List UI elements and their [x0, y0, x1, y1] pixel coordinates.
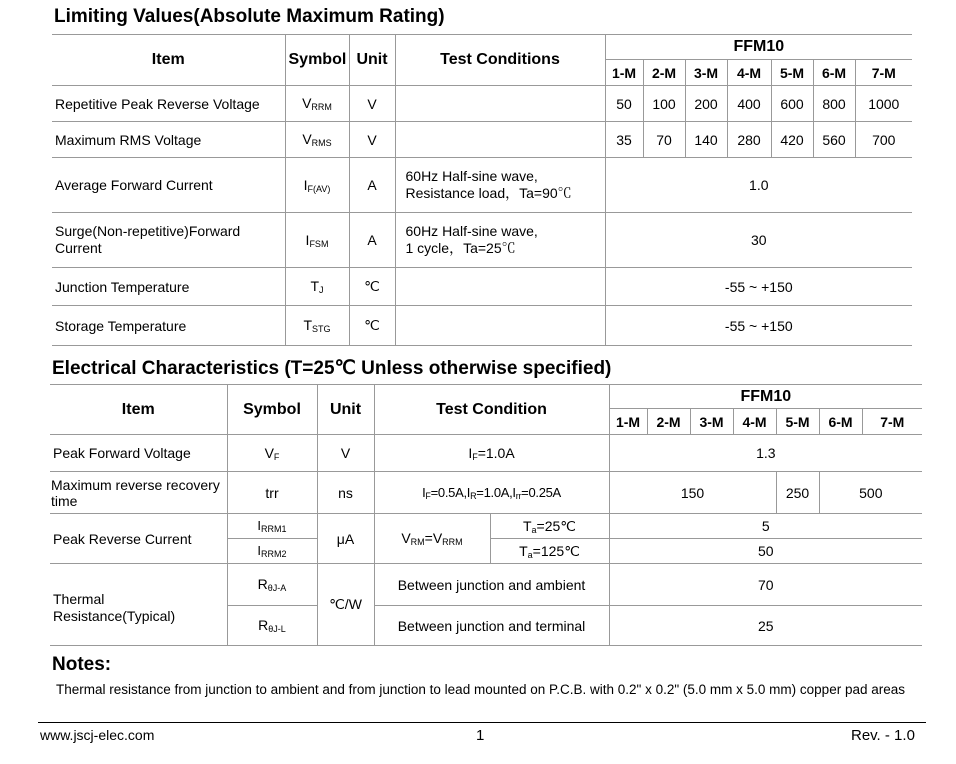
notes-text: Thermal resistance from junction to ambient and from junction to lead mounted on P.C.B. with 0.2" x 0.2" (5.0 mm x 5.0 mm) copper pad areas	[56, 682, 905, 697]
row-value: 150	[609, 472, 776, 514]
footer-divider	[38, 722, 926, 723]
row-symbol: $V_{RRM}$	[285, 86, 349, 122]
row-symbol: $I_{RRM2}$	[227, 539, 317, 564]
footer-revision: Rev. - 1.0	[851, 727, 915, 744]
row-value: 5	[609, 514, 922, 539]
row-symbol: $I_{FSM}$	[285, 213, 349, 268]
header-group-ffm10: FFM10	[605, 35, 912, 60]
table-row	[52, 158, 912, 213]
row-conditions: Between junction and terminal	[374, 606, 609, 646]
row-item: Storage Temperature	[52, 306, 285, 346]
row-unit: A	[349, 158, 395, 213]
header-symbol: Symbol	[227, 385, 317, 435]
table-row	[52, 122, 912, 158]
row-conditions	[395, 86, 605, 122]
row-value: 50	[605, 86, 643, 122]
grade-header: 4-M	[727, 60, 771, 86]
row-item: Maximum reverse recovery time	[50, 472, 227, 514]
row-value: 500	[819, 472, 922, 514]
row-unit: μA	[317, 514, 374, 564]
row-conditions: $I_F=1.0A$	[374, 435, 609, 472]
row-item: Surge(Non-repetitive)Forward Current	[52, 213, 285, 268]
row-value: -55 ~ +150	[605, 306, 912, 346]
header-unit: Unit	[317, 385, 374, 435]
grade-header: 7-M	[855, 60, 912, 86]
row-value: 70	[609, 564, 922, 606]
row-unit: V	[349, 122, 395, 158]
grade-header: 3-M	[690, 409, 733, 435]
row-value: 1000	[855, 86, 912, 122]
grade-header: 2-M	[643, 60, 685, 86]
table-row	[52, 86, 912, 122]
row-unit: V	[349, 86, 395, 122]
header-test-conditions: Test Conditions	[395, 35, 605, 86]
row-value: 35	[605, 122, 643, 158]
table-row	[50, 472, 922, 514]
limiting-values-title: Limiting Values(Absolute Maximum Rating)	[54, 6, 445, 27]
row-symbol: $V_F$	[227, 435, 317, 472]
row-symbol: $I_{RRM1}$	[227, 514, 317, 539]
row-value: 50	[609, 539, 922, 564]
row-value: 420	[771, 122, 813, 158]
footer-page-number: 1	[476, 727, 485, 744]
grade-header: 4-M	[733, 409, 776, 435]
row-item: Peak Reverse Current	[50, 514, 227, 564]
row-value: 700	[855, 122, 912, 158]
grade-header: 6-M	[819, 409, 862, 435]
row-symbol: $T_{STG}$	[285, 306, 349, 346]
header-item: Item	[50, 385, 227, 435]
row-conditions: 60Hz Half-sine wave, Resistance load，Ta=90℃	[395, 158, 605, 213]
row-conditions-temp: $T_a=25℃$	[490, 514, 609, 539]
electrical-characteristics-title: Electrical Characteristics (T=25℃ Unless otherwise specified)	[52, 358, 612, 379]
row-item: Repetitive Peak Reverse Voltage	[52, 86, 285, 122]
row-item: Thermal Resistance(Typical)	[50, 564, 227, 646]
table-row	[52, 306, 912, 346]
header-group-ffm10: FFM10	[609, 385, 922, 409]
row-value: 140	[685, 122, 727, 158]
row-symbol: trr	[227, 472, 317, 514]
grade-header: 7-M	[862, 409, 922, 435]
row-conditions	[395, 306, 605, 346]
row-symbol: $T_J$	[285, 268, 349, 306]
grade-header: 2-M	[647, 409, 690, 435]
row-value: 200	[685, 86, 727, 122]
row-symbol: $R_{\theta J-L}$	[227, 606, 317, 646]
row-conditions-temp: $T_a=125℃$	[490, 539, 609, 564]
header-unit: Unit	[349, 35, 395, 86]
grade-header: 1-M	[605, 60, 643, 86]
row-symbol: $I_{F(AV)}$	[285, 158, 349, 213]
table-row	[50, 514, 922, 539]
table-row	[50, 435, 922, 472]
row-value: 1.0	[605, 158, 912, 213]
row-value: 1.3	[609, 435, 922, 472]
row-value: 100	[643, 86, 685, 122]
row-conditions: $V_{RM}=V_{RRM}$	[374, 514, 490, 564]
row-value: 560	[813, 122, 855, 158]
row-unit: A	[349, 213, 395, 268]
grade-header: 5-M	[771, 60, 813, 86]
row-item: Maximum RMS Voltage	[52, 122, 285, 158]
row-unit: ℃/W	[317, 564, 374, 646]
grade-header: 3-M	[685, 60, 727, 86]
row-value: 25	[609, 606, 922, 646]
row-value: -55 ~ +150	[605, 268, 912, 306]
row-value: 280	[727, 122, 771, 158]
row-value: 400	[727, 86, 771, 122]
row-item: Average Forward Current	[52, 158, 285, 213]
row-conditions: Between junction and ambient	[374, 564, 609, 606]
header-item: Item	[52, 35, 285, 86]
header-symbol: Symbol	[285, 35, 349, 86]
row-item: Peak Forward Voltage	[50, 435, 227, 472]
notes-title: Notes:	[52, 654, 112, 675]
row-unit: ℃	[349, 268, 395, 306]
row-unit: ns	[317, 472, 374, 514]
row-value: 30	[605, 213, 912, 268]
row-unit: ℃	[349, 306, 395, 346]
row-unit: V	[317, 435, 374, 472]
row-conditions: 60Hz Half-sine wave, 1 cycle，Ta=25℃	[395, 213, 605, 268]
row-value: 250	[776, 472, 819, 514]
row-conditions	[395, 268, 605, 306]
limiting-values-table	[52, 34, 912, 346]
grade-header: 1-M	[609, 409, 647, 435]
grade-header: 5-M	[776, 409, 819, 435]
row-item: Junction Temperature	[52, 268, 285, 306]
table-row	[52, 213, 912, 268]
electrical-characteristics-table	[50, 384, 922, 646]
row-value: 600	[771, 86, 813, 122]
table-row	[50, 564, 922, 606]
header-test-condition: Test Condition	[374, 385, 609, 435]
row-conditions: $I_F=0.5A,I_R=1.0A,I_{rr}=0.25A$	[374, 472, 609, 514]
row-symbol: $V_{RMS}$	[285, 122, 349, 158]
grade-header: 6-M	[813, 60, 855, 86]
footer-website: www.jscj-elec.com	[40, 727, 155, 743]
row-value: 800	[813, 86, 855, 122]
table-row	[52, 268, 912, 306]
row-conditions	[395, 122, 605, 158]
row-symbol: $R_{\theta J-A}$	[227, 564, 317, 606]
row-value: 70	[643, 122, 685, 158]
